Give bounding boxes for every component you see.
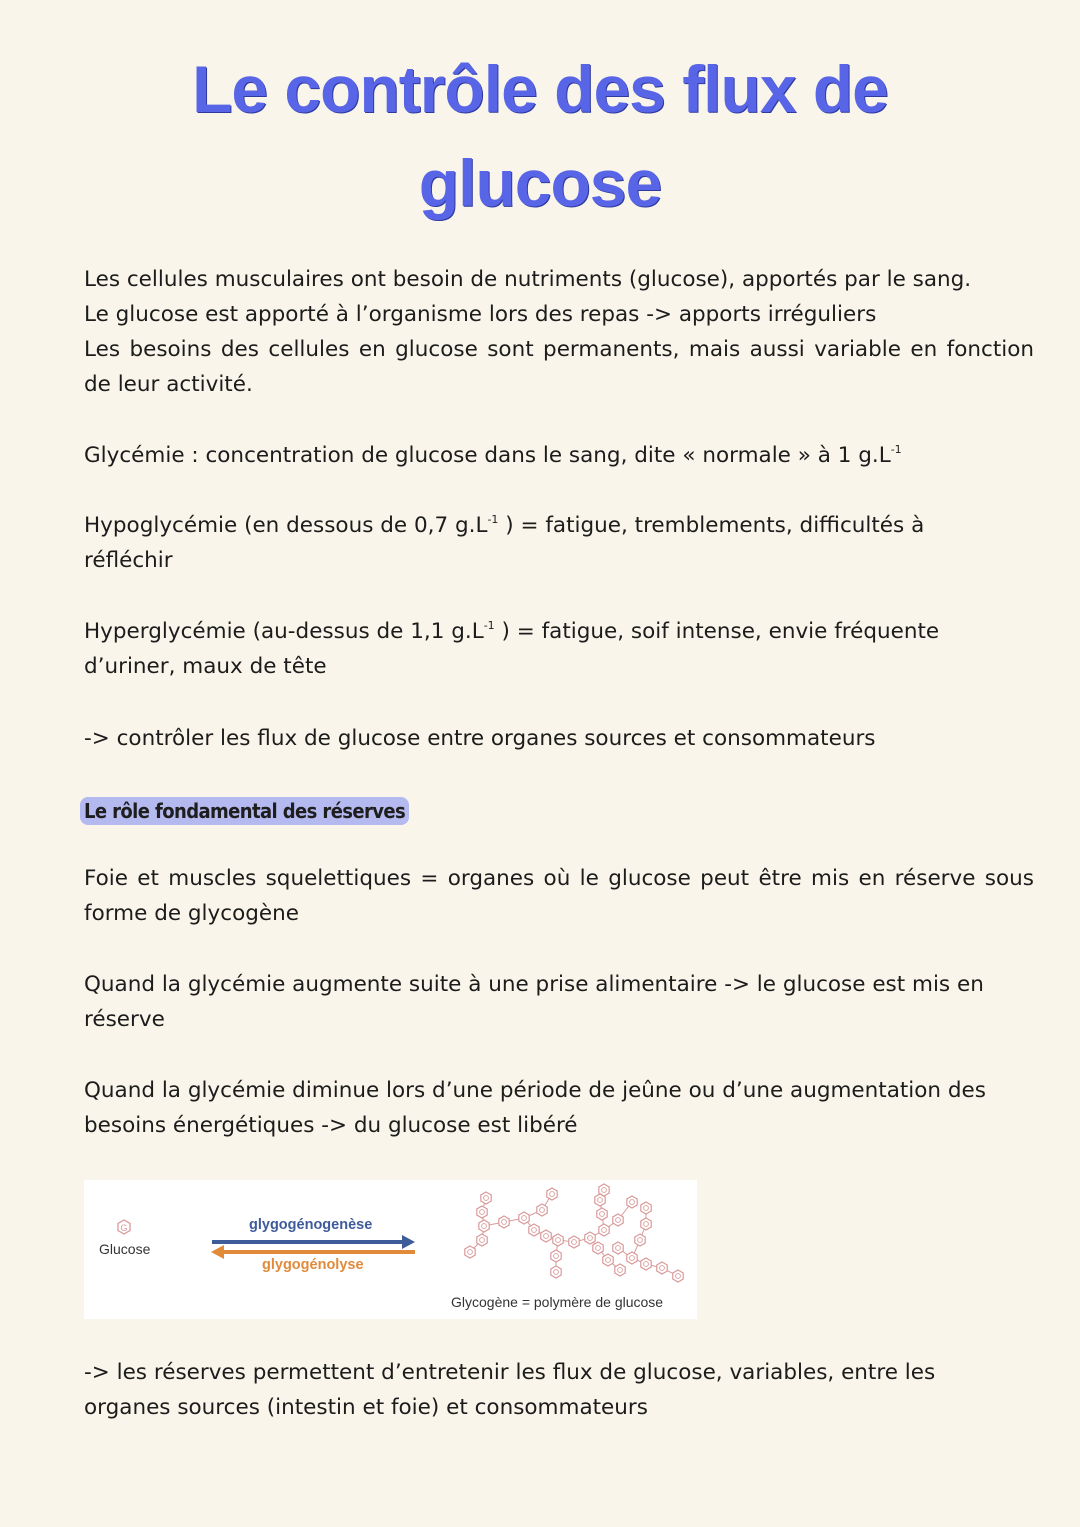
intro-line: Le glucose est apporté à l’organisme lors des repas -> apports irréguliers [84, 302, 877, 327]
hypo-text-b: ) = fatigue, tremblements, difficultés à [505, 513, 925, 538]
reserves-line: réserve [84, 1007, 165, 1032]
glucose-label: Glucose [99, 1241, 151, 1257]
section-heading-reserves: Le rôle fondamental des réserves [80, 797, 409, 825]
reserves-line: besoins énergétiques -> du glucose est libéré [84, 1113, 578, 1138]
glucose-icon [118, 1220, 130, 1234]
glycogen-label: Glycogène = polymère de glucose [451, 1294, 664, 1310]
intro-line: Les cellules musculaires ont besoin de nutriments (glucose), apportés par le sang. [84, 267, 972, 292]
reserves-paragraph-1 [84, 861, 1034, 931]
hyper-text-b: ) = fatigue, soif intense, envie fréquente [501, 619, 940, 644]
hyper-text-a: Hyperglycémie (au-dessus de 1,1 g.L [84, 619, 484, 644]
reserves-line: forme de glycogène [84, 901, 299, 926]
intro-line: de leur activité. [84, 372, 253, 397]
reserves-line: Quand la glycémie augmente suite à une prise alimentaire -> le glucose est mis en [84, 972, 984, 997]
conclusion-line: organes sources (intestin et foie) et consommateurs [84, 1395, 648, 1420]
page-title-line-2: glucose [418, 146, 662, 220]
hyperglycemie-paragraph [84, 614, 1034, 684]
hypoglycemie-paragraph [84, 508, 1034, 578]
reserves-line: Quand la glycémie diminue lors d’une période de jeûne ou d’une augmentation des [84, 1078, 986, 1103]
glycogen-polymer [465, 1184, 683, 1282]
glycogenolysis-label: glygogénolyse [262, 1257, 364, 1273]
reserves-paragraph-2 [84, 967, 1034, 1037]
control-text: -> contrôler les flux de glucose entre organes sources et consommateurs [84, 726, 876, 751]
glycogen-figure [84, 1180, 697, 1319]
intro-paragraph [84, 262, 1034, 402]
reserves-paragraph-3 [84, 1073, 1034, 1143]
control-statement [84, 721, 1034, 756]
conclusion-line: -> les réserves permettent d’entretenir les flux de glucose, variables, entre les [84, 1360, 936, 1385]
glycogenogenesis-label: glygogénogenèse [249, 1217, 373, 1233]
reserves-line: Foie et muscles squelettiques = organes où le glucose peut être mis en réserve sous [84, 866, 1034, 891]
unit-exponent: -1 [487, 513, 499, 526]
glycemie-definition [84, 438, 1034, 473]
glycemie-text: Glycémie : concentration de glucose dans le sang, dite « normale » à 1 g.L [84, 443, 891, 468]
conclusion-paragraph [84, 1355, 1034, 1425]
glycogenogenesis-arrow [212, 1235, 415, 1249]
hypo-text-a: Hypoglycémie (en dessous de 0,7 g.L [84, 513, 488, 538]
glucose-symbol: G [120, 1223, 128, 1233]
page-title-line-1: Le contrôle des flux de [192, 52, 888, 126]
hyper-text-c: d’uriner, maux de tête [84, 654, 327, 679]
intro-line: Les besoins des cellules en glucose sont permanents, mais aussi variable en fonction [84, 337, 1034, 362]
unit-exponent: -1 [890, 443, 902, 456]
unit-exponent: -1 [483, 619, 495, 632]
hypo-text-c: réfléchir [84, 548, 173, 573]
